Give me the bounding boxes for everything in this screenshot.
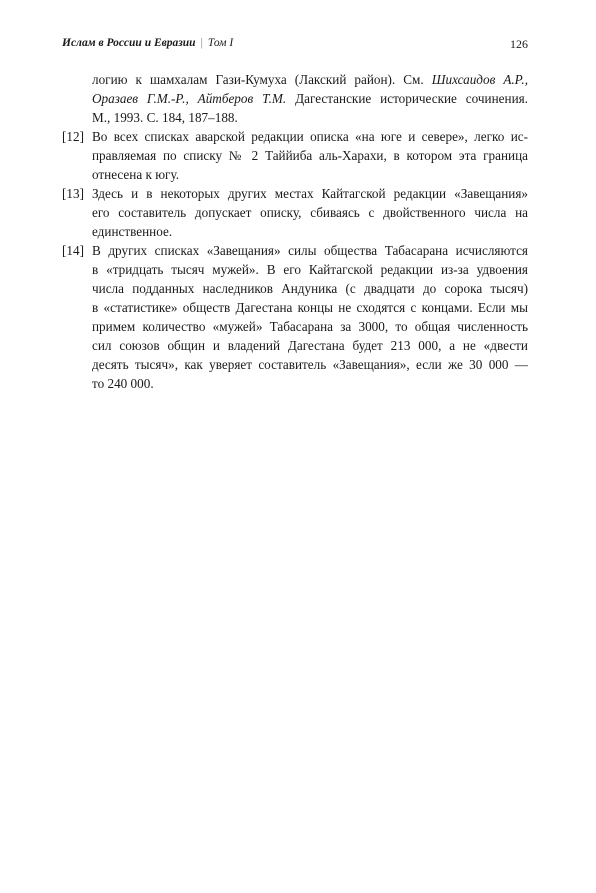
- author-citation: Шихсаидов А.Р.,: [431, 72, 528, 87]
- text-line: сил союзов общин и владений Дагестана будет 213 000, а не «двести: [92, 338, 528, 353]
- page-header: [62, 37, 528, 57]
- running-head: [62, 37, 233, 49]
- footnote-13: [62, 184, 528, 241]
- text-line: числа подданных наследников Андуника (с двадцати до сорока тысяч): [92, 281, 528, 296]
- footnote-number: [14]: [62, 243, 84, 258]
- text-line: М., 1993. С. 184, 187–188.: [92, 110, 238, 125]
- text-line: Оразаев Г.М.-Р., Айтберов Т.М. Дагестанские исторические сочинения.: [92, 91, 528, 106]
- text-line: в «статистике» обществ Дагестана концы не сходятся с концами. Если мы: [92, 300, 528, 315]
- footnotes-block: [62, 70, 528, 393]
- text-line: примем количество «мужей» Табасарана за 3000, то общая численность: [92, 319, 528, 334]
- text-line: Здесь и в некоторых других местах Кайтагской редакции «Завещания»: [92, 186, 528, 201]
- text-line: В других списках «Завещания» силы общества Табасарана исчисляются: [92, 243, 528, 258]
- footnote-number: [13]: [62, 186, 84, 201]
- text-line: в «тридцать тысяч мужей». В его Кайтагской редакции из-за удвоения: [92, 262, 528, 277]
- text-line: его составитель допускает описку, сбиваясь с двойственного числа на: [92, 205, 528, 220]
- text-line: правляемая по списку № 2 Таййиба аль-Харахи, в котором эта граница: [92, 148, 528, 163]
- text-line: отнесена к югу.: [92, 167, 180, 182]
- footnote-12: [62, 127, 528, 184]
- author-citation: Оразаев Г.М.-Р., Айтберов Т.М.: [92, 91, 287, 106]
- text-line: то 240 000.: [92, 376, 154, 391]
- footnote-continuation: [62, 70, 528, 127]
- text-line: Во всех списках аварской редакции описка «на юге и севере», легко ис-: [92, 129, 528, 144]
- text-line: логию к шамхалам Гази-Кумуха (Лакский район). См. Шихсаидов А.Р.,: [92, 72, 528, 87]
- page-number: 126: [510, 37, 528, 51]
- text-line: единственное.: [92, 224, 173, 239]
- text-line: десять тысяч», как уверяет составитель «Завещания», если же 30 000 —: [92, 357, 528, 372]
- footnote-number: [12]: [62, 129, 84, 144]
- volume-label: Том I: [207, 37, 234, 49]
- series-title: Ислам в России и Евразии: [62, 37, 196, 49]
- footnote-14: [62, 241, 528, 393]
- header-separator: |: [200, 37, 203, 49]
